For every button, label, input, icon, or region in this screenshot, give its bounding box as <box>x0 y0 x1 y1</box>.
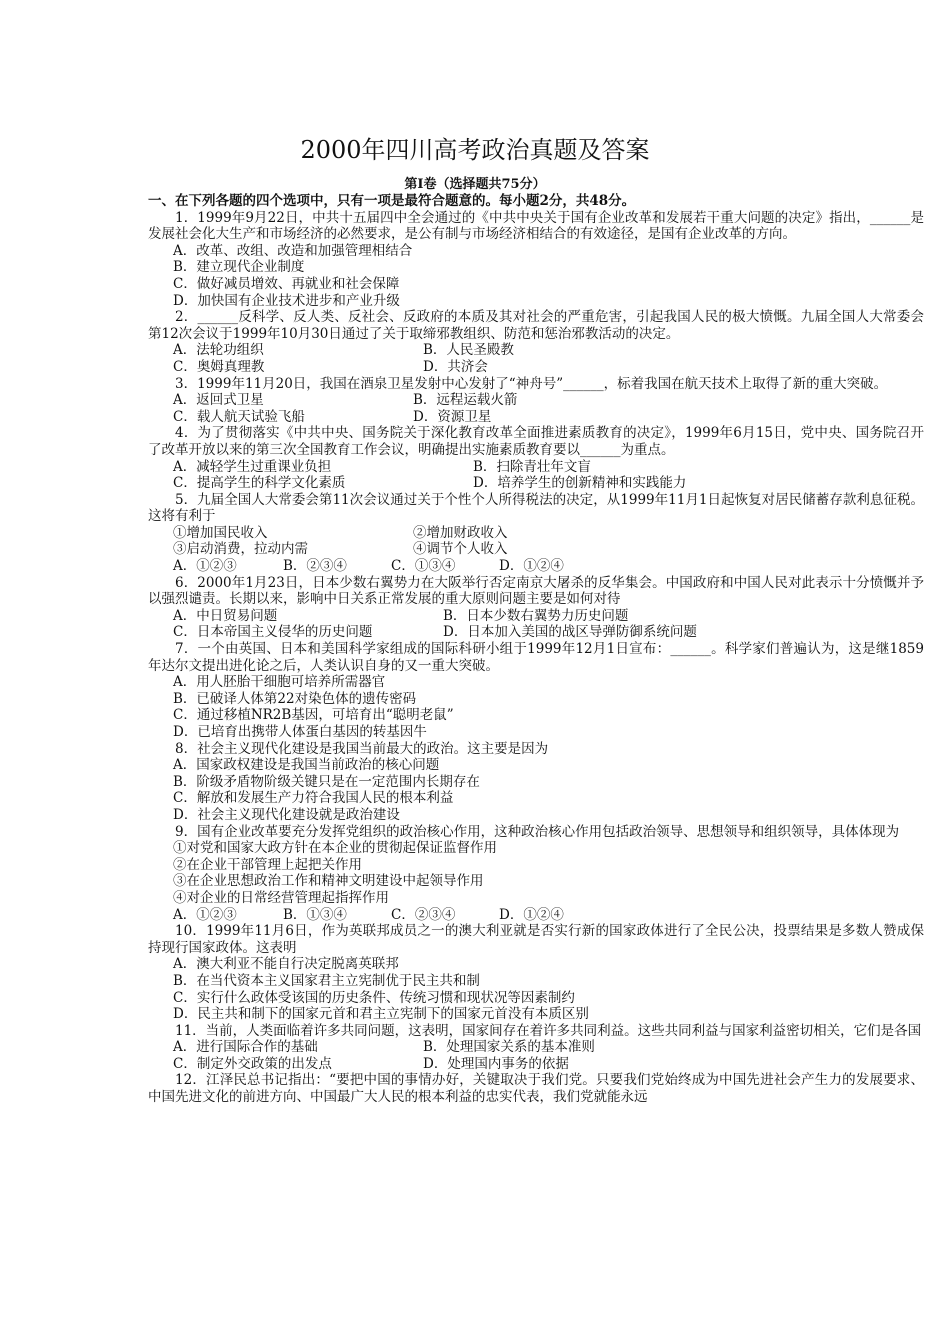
question-5-statement-2: ②增加财政收入 <box>413 524 508 541</box>
exam-body <box>148 193 924 1106</box>
question-9-statement-4: ④对企业的日常经营管理起指挥作用 <box>173 889 389 906</box>
question-5-stem: 5．九届全国人大常委会第11次会议通过关于个性个人所得税法的决定，从1999年11月1日起恢复对居民储蓄存款利息征税。这将有利于 <box>148 491 924 525</box>
question-9-option-c: C．②③④ <box>391 906 456 923</box>
question-9-statement-1: ①对党和国家大政方针在本企业的贯彻起保证监督作用 <box>173 840 497 857</box>
question-9-option-d: D．①②④ <box>499 906 564 923</box>
question-5-statement-3: ③启动消费，拉动内需 <box>173 541 308 558</box>
question-5-statements-row <box>148 525 924 542</box>
question-10-option-a: A．澳大利亚不能自行决定脱离英联邦 <box>173 956 399 973</box>
question-7-option-a: A．用人胚胎干细胞可培养所需器官 <box>173 674 386 691</box>
question-2-options-row <box>148 342 924 359</box>
question-1-option-a: A．改革、改组、改造和加强管理相结合 <box>173 242 413 259</box>
question-7-option-d: D．已培育出携带人体蛋白基因的转基因牛 <box>173 724 427 740</box>
question-3-options-row <box>148 409 924 426</box>
question-11-stem: 11．当前，人类面临着许多共同问题，这表明，国家间存在着许多共同利益。这些共同利益与国家利益密切相关，它们是各国 <box>175 1022 922 1039</box>
question-10-stem: 10．1999年11月6日，作为英联邦成员之一的澳大利亚就是否实行新的国家政体进行了全民公决，投票结果是多数人赞成保持现行国家政体。这表明 <box>148 923 924 956</box>
question-9-option-b: B．①③④ <box>283 906 347 923</box>
question-4-stem: 4．为了贯彻落实《中共中央、国务院关于深化教育改革全面推进素质教育的决定》，1999年6月15日，党中央、国务院召开了改革开放以来的第三次全国教育工作会议，明确提出实施素质教育要以______为重点。 <box>148 425 924 458</box>
question-9-statement-2: ②在企业干部管理上起把关作用 <box>173 856 362 873</box>
question-4-option-b: B．扫除青壮年文盲 <box>473 458 591 475</box>
question-5-statements-row <box>148 541 924 558</box>
question-5-options-row <box>148 558 924 575</box>
question-8-option-a: A．国家政权建设是我国当前政治的核心问题 <box>173 757 440 774</box>
question-8-stem: 8．社会主义现代化建设是我国当前最大的政治。这主要是因为 <box>175 740 549 757</box>
question-11-option-b: B．处理国家关系的基本准则 <box>423 1039 595 1056</box>
question-9-statement-3: ③在企业思想政治工作和精神文明建设中起领导作用 <box>173 873 484 890</box>
page-title: 2000年四川高考政治真题及答案 <box>300 136 650 164</box>
question-5-option-b: B．②③④ <box>283 558 347 575</box>
question-9-stem: 9．国有企业改革要充分发挥党组织的政治核心作用，这种政治核心作用包括政治领导、思想领导和组织领导，具体体现为 <box>175 823 900 840</box>
question-11-option-d: D．处理国内事务的依据 <box>423 1055 569 1072</box>
question-6-option-a: A．中日贸易问题 <box>173 607 278 624</box>
question-9-option-a: A．①②③ <box>173 906 237 923</box>
question-8-option-d: D．社会主义现代化建设就是政治建设 <box>173 806 400 823</box>
question-11-options-row <box>148 1039 924 1056</box>
question-5-statement-4: ④调节个人收入 <box>413 541 508 558</box>
question-2-option-c: C．奥姆真理教 <box>173 358 265 375</box>
question-6-option-d: D．日本加入美国的战区导弹防御系统问题 <box>443 624 697 641</box>
part-instruction: 一、在下列各题的四个选项中，只有一项是最符合题意的。每小题2分，共48分。 <box>148 193 636 209</box>
question-1-stem: 1．1999年9月22日，中共十五届四中全会通过的《中共中央关于国有企业改革和发展若干重大问题的决定》指出，______是发展社会化大生产和市场经济的必然要求，是公有制与市场经济相结合的有效途径，是国有企业改革的方向。 <box>148 209 924 243</box>
question-12-stem: 12．江泽民总书记指出：“要把中国的事情办好，关键取决于我们党。只要我们党始终成为中国先进社会产生力的发展要求、中国先进文化的前进方向、中国最广大人民的根本利益的忠实代表，我们党就能永远 <box>148 1072 924 1106</box>
question-4-option-d: D．培养学生的创新精神和实践能力 <box>473 475 687 492</box>
question-11-option-c: C．制定外交政策的出发点 <box>173 1055 332 1072</box>
question-10-option-c: C．实行什么政体受该国的历史条件、传统习惯和现状况等因素制约 <box>173 989 575 1006</box>
question-2-options-row <box>148 359 924 376</box>
question-8-option-c: C．解放和发展生产力符合我国人民的根本利益 <box>173 790 454 807</box>
question-6-option-c: C．日本帝国主义侵华的历史问题 <box>173 624 373 641</box>
question-11-options-row <box>148 1056 924 1073</box>
question-4-options-row <box>148 475 924 492</box>
question-10-option-b: B．在当代资本主义国家君主立宪制优于民主共和制 <box>173 972 480 989</box>
question-4-option-a: A．减轻学生过重课业负担 <box>173 458 332 475</box>
question-5-option-d: D．①②④ <box>499 558 564 575</box>
question-7-stem: 7．一个由英国、日本和美国科学家组成的国际科研小组于1999年12月1日宣布：______。科学家们普遍认为，这是继1859年达尔文提出进化论之后，人类认识自身的又一重大突破。 <box>148 641 924 674</box>
question-6-options-row <box>148 624 924 641</box>
section-title: 第Ⅰ卷（选择题共75分） <box>404 177 546 192</box>
question-3-option-d: D．资源卫星 <box>413 408 492 425</box>
question-3-option-a: A．返回式卫星 <box>173 392 264 409</box>
question-2-option-a: A．法轮功组织 <box>173 342 264 359</box>
question-4-option-c: C．提高学生的科学文化素质 <box>173 475 346 492</box>
question-2-stem: 2．______反科学、反人类、反社会、反政府的本质及其对社会的严重危害，引起我国人民的极大愤慨。九届全国人大常委会第12次会议于1999年10月30日通过了关于取缔邪教组织、防范和惩治邪教活动的决定。 <box>148 309 924 342</box>
question-7-option-c: C．通过移植NR2B基因，可培育出“聪明老鼠” <box>173 707 454 724</box>
question-9-options-row <box>148 907 924 924</box>
question-7-option-b: B．已破译人体第22对染色体的遗传密码 <box>173 690 417 707</box>
question-1-option-d: D．加快国有企业技术进步和产业升级 <box>173 292 400 309</box>
question-3-option-c: C．载人航天试验飞船 <box>173 408 305 425</box>
question-2-option-d: D．共济会 <box>423 358 488 375</box>
question-1-option-c: C．做好减员增效、再就业和社会保障 <box>173 275 400 292</box>
question-5-option-c: C．①③④ <box>391 558 456 575</box>
question-10-option-d: D．民主共和制下的国家元首和君主立宪制下的国家元首没有本质区别 <box>173 1006 589 1023</box>
question-8-option-b: B．阶级矛盾物阶级关键只是在一定范围内长期存在 <box>173 773 480 790</box>
question-3-stem: 3．1999年11月20日，我国在酒泉卫星发射中心发射了“神舟号”______，标着我国在航天技术上取得了新的重大突破。 <box>175 375 888 392</box>
question-11-option-a: A．进行国际合作的基础 <box>173 1039 318 1056</box>
question-6-option-b: B．日本少数右翼势力历史问题 <box>443 607 629 624</box>
question-3-options-row <box>148 392 924 409</box>
question-6-stem: 6．2000年1月23日，日本少数右翼势力在大阪举行否定南京大屠杀的反华集会。中国政府和中国人民对此表示十分愤慨并予以强烈谴责。长期以来，影响中日关系正常发展的重大原则问题主要是如何对待 <box>148 574 924 608</box>
question-1-option-b: B．建立现代企业制度 <box>173 259 305 276</box>
question-3-option-b: B．远程运载火箭 <box>413 392 518 409</box>
question-4-options-row <box>148 459 924 476</box>
question-2-option-b: B．人民圣殿教 <box>423 342 514 359</box>
question-6-options-row <box>148 608 924 625</box>
question-5-statement-1: ①增加国民收入 <box>173 524 268 541</box>
question-5-option-a: A．①②③ <box>173 558 237 575</box>
